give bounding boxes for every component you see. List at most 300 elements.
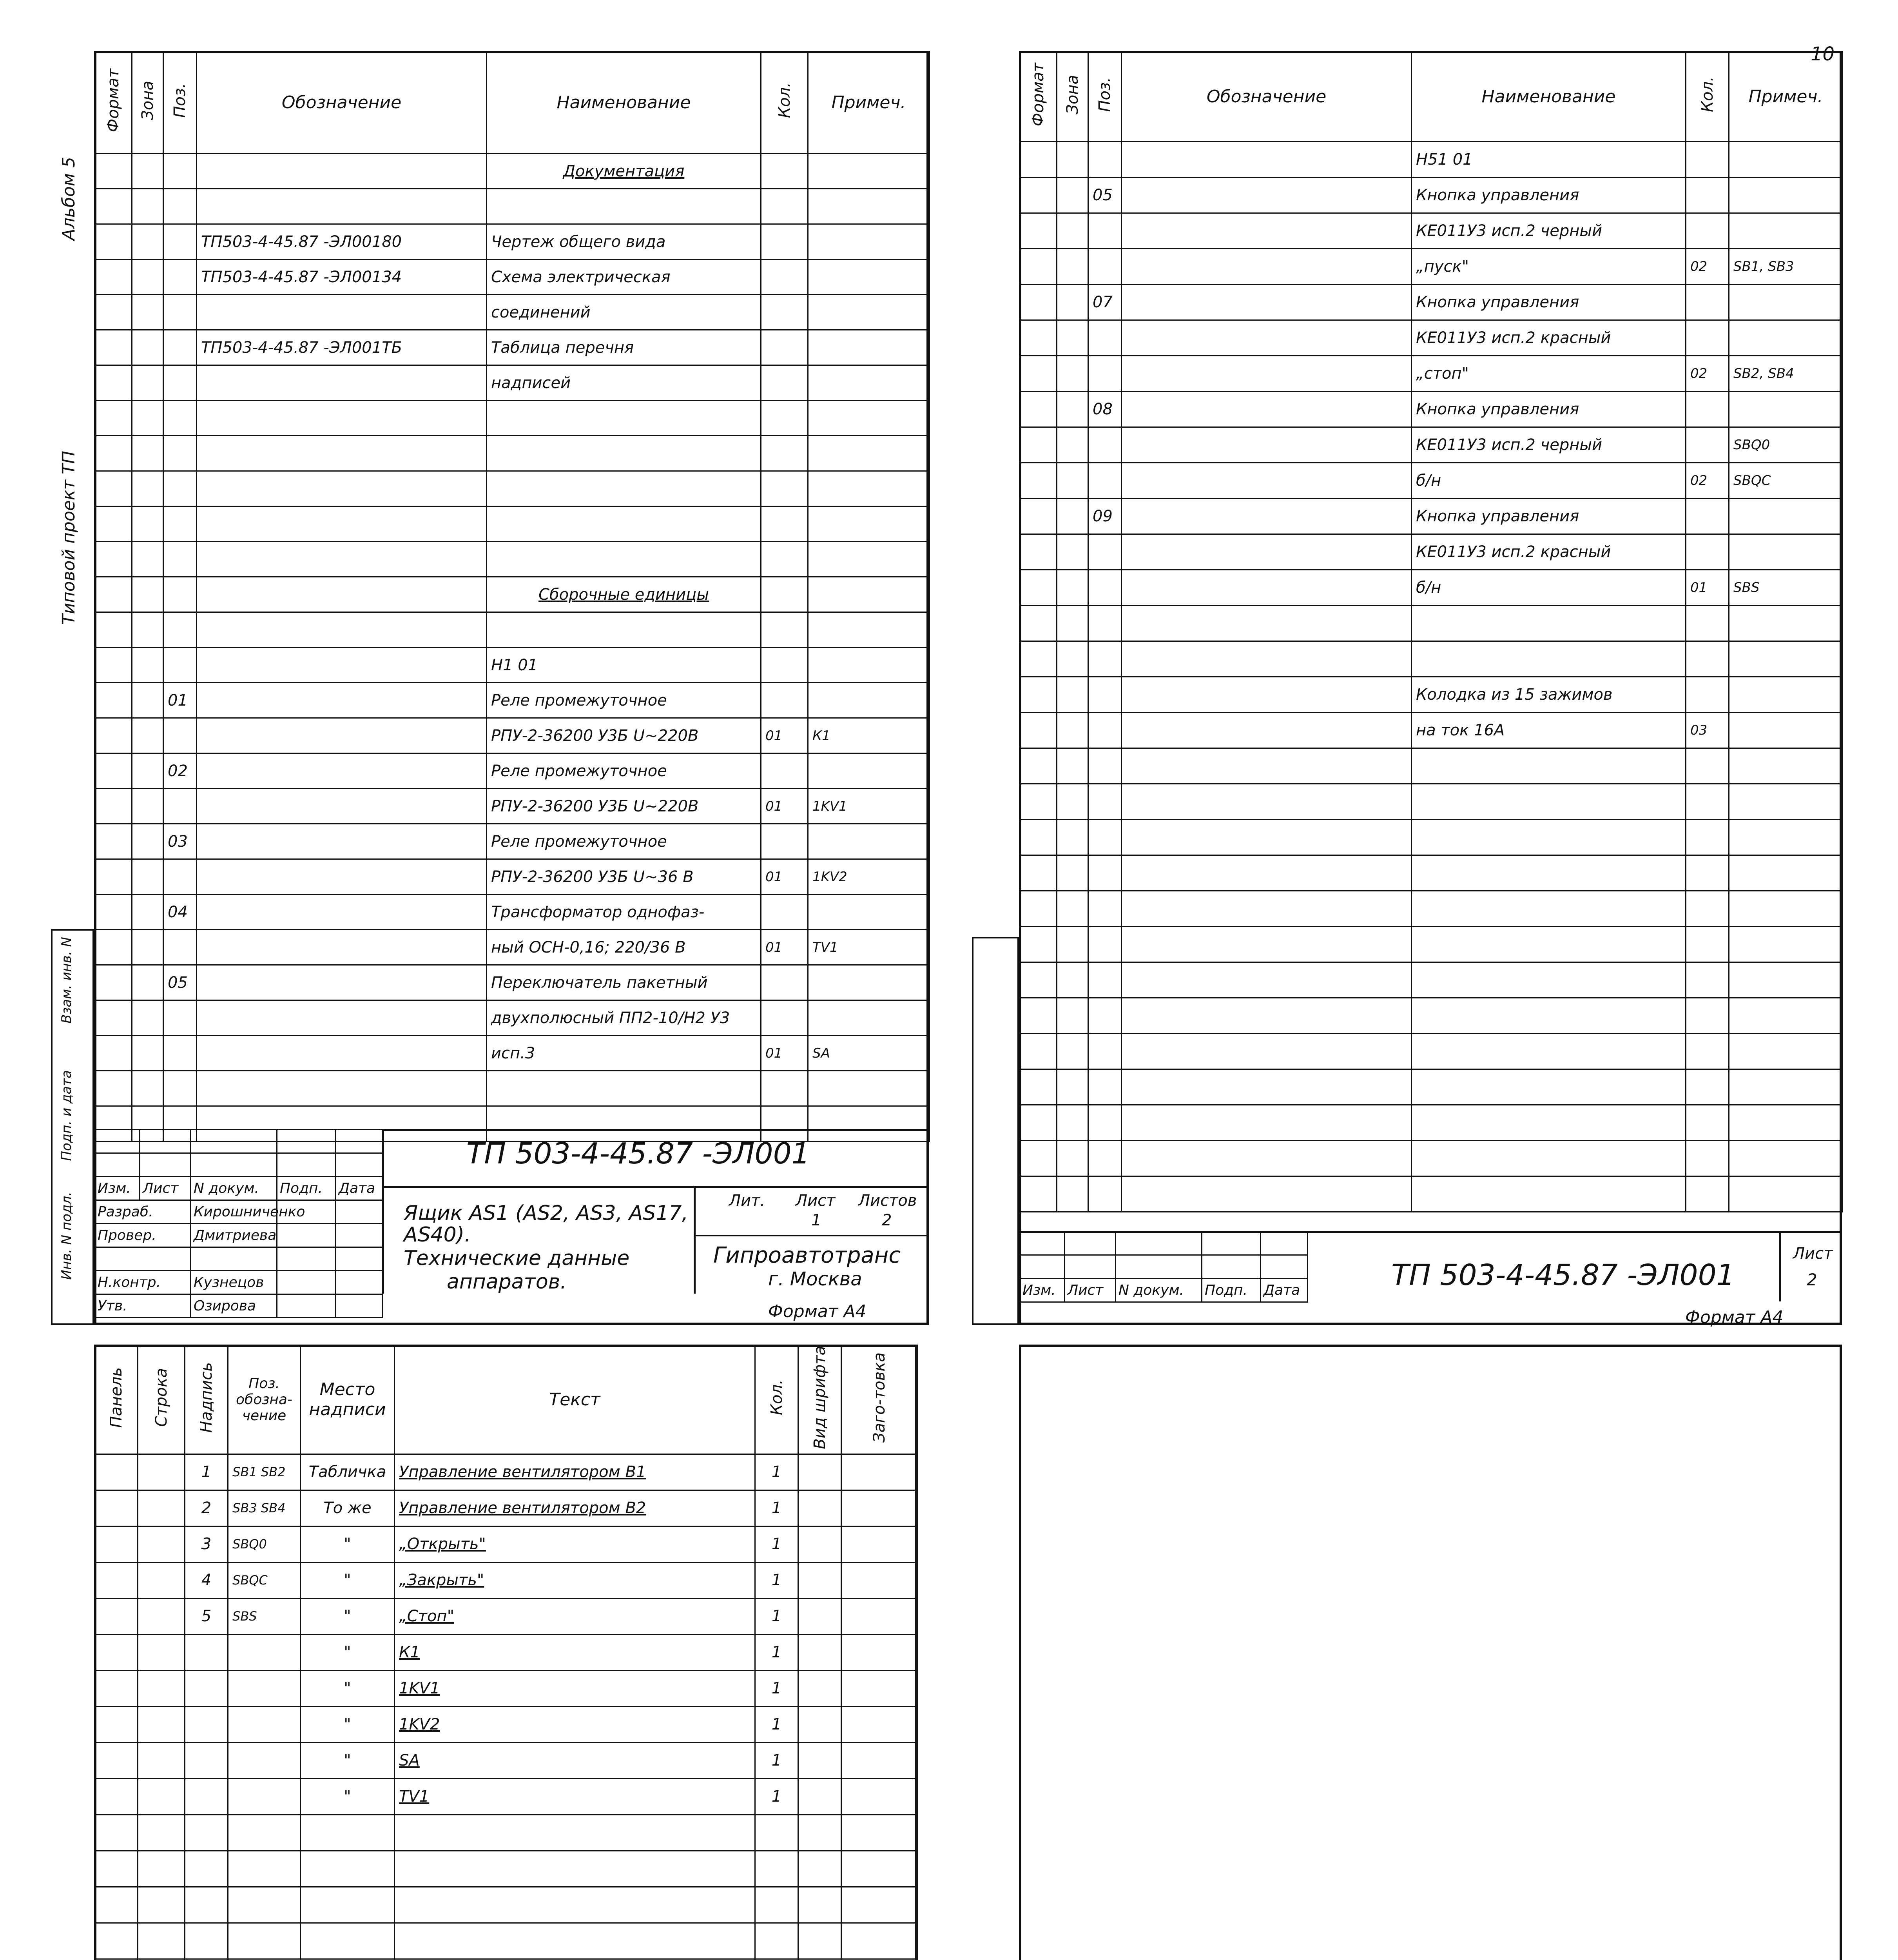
table-cell (1057, 142, 1088, 178)
table-cell (1057, 962, 1088, 998)
table-row (1020, 1034, 1843, 1069)
title-block-row (95, 1224, 383, 1247)
table-row (1020, 962, 1843, 998)
table-cell (1020, 285, 1057, 320)
table-cell (138, 1634, 185, 1670)
table-cell (841, 1490, 918, 1526)
table-row (95, 224, 930, 260)
table-row (95, 1779, 918, 1815)
table-cell (138, 1526, 185, 1562)
table-cell (841, 1562, 918, 1598)
table-cell (197, 895, 487, 930)
table-cell: TV1 (808, 930, 930, 965)
table-cell: 02 (1686, 463, 1729, 499)
table-cell: „Закрыть" (395, 1562, 755, 1598)
table-cell: Переключатель пакетный (487, 965, 761, 1000)
title-block-cell (277, 1294, 336, 1318)
sheet-inscriptions (94, 1345, 917, 1960)
table-cell (185, 1706, 228, 1742)
table-cell (1057, 1141, 1088, 1176)
format-label: Формат А4 (1685, 1307, 1784, 1327)
table-cell (95, 612, 132, 648)
table-cell (1057, 677, 1088, 713)
title-block-cell: Утв. (95, 1294, 191, 1318)
table-cell: ный ОСН-0,16; 220/36 В (487, 930, 761, 965)
table-row (1020, 641, 1843, 677)
table-cell (808, 401, 930, 436)
column-header-label: Кол. (1698, 76, 1717, 113)
table-cell: " (301, 1706, 395, 1742)
table-cell (1686, 142, 1729, 178)
title-block-cell: Дата (336, 1177, 383, 1200)
table-row (1020, 499, 1843, 534)
table-row (95, 612, 930, 648)
table-cell (841, 1923, 918, 1959)
title-block-cell (336, 1247, 383, 1271)
title-block-2 (1019, 1231, 1842, 1325)
column-header (95, 52, 132, 154)
column-header (1020, 52, 1057, 142)
table-cell: TV1 (395, 1779, 755, 1815)
table-cell (1020, 641, 1057, 677)
table-row (95, 295, 930, 330)
table-cell (808, 965, 930, 1000)
table-cell (197, 1071, 487, 1106)
table-cell (132, 542, 163, 577)
table-cell (132, 965, 163, 1000)
table-cell (132, 1071, 163, 1106)
table-row (95, 506, 930, 542)
table-cell (761, 295, 808, 330)
table-cell (1729, 962, 1843, 998)
title-block-cell (95, 1247, 191, 1271)
table-cell (95, 1071, 132, 1106)
table-cell (1686, 820, 1729, 855)
title-frame (382, 1129, 929, 1294)
column-header (755, 1345, 798, 1454)
table-cell: надписей (487, 365, 761, 401)
table-cell (761, 154, 808, 189)
table-cell (163, 436, 197, 471)
table-cell: 1 (755, 1779, 798, 1815)
table-cell (95, 401, 132, 436)
table-cell (1020, 1176, 1057, 1212)
table-cell (197, 401, 487, 436)
table-cell (132, 859, 163, 895)
table-cell (95, 436, 132, 471)
table-cell (1020, 998, 1057, 1034)
table-cell (301, 1815, 395, 1851)
table-cell (132, 718, 163, 753)
table-cell (95, 683, 132, 718)
table-cell (1020, 855, 1057, 891)
table-cell (1020, 392, 1057, 427)
column-header-label: Зона (138, 80, 157, 120)
table-cell (132, 612, 163, 648)
table-cell (1088, 1176, 1122, 1212)
table-row (1020, 1069, 1843, 1105)
table-cell (1122, 962, 1412, 998)
table-cell (1122, 713, 1412, 748)
table-cell (1088, 463, 1122, 499)
table-cell (487, 189, 761, 224)
doc-code: ТП 503-4-45.87 -ЭЛ001 (466, 1137, 810, 1171)
column-header: Текст (395, 1345, 755, 1454)
table-cell (138, 1779, 185, 1815)
title-block-row (95, 1247, 383, 1271)
table-cell (841, 1634, 918, 1670)
table-cell (1122, 1105, 1412, 1141)
title-block-cell (277, 1271, 336, 1294)
column-header-label: Строка (152, 1368, 170, 1427)
table-cell (163, 401, 197, 436)
table-cell (163, 1071, 197, 1106)
table-cell (1088, 641, 1122, 677)
sheet-specification-2 (1019, 51, 1842, 1325)
table-cell (163, 260, 197, 295)
table-cell (1057, 249, 1088, 285)
table-cell: 01 (761, 718, 808, 753)
table-row (1020, 213, 1843, 249)
table-cell (808, 295, 930, 330)
table-cell (1057, 1069, 1088, 1105)
table-cell (95, 1562, 138, 1598)
table-cell (1729, 1034, 1843, 1069)
table-cell: " (301, 1779, 395, 1815)
table-cell (132, 577, 163, 612)
table-cell (808, 330, 930, 365)
table-row (95, 1000, 930, 1036)
table-cell (132, 753, 163, 789)
table-cell (95, 1742, 138, 1779)
table-cell (1122, 213, 1412, 249)
table-cell: " (301, 1634, 395, 1670)
table-cell (1020, 891, 1057, 927)
table-cell (1122, 463, 1412, 499)
table-cell (163, 224, 197, 260)
lit-label: Лит. (729, 1192, 765, 1210)
table-cell (185, 1887, 228, 1923)
table-row (1020, 142, 1843, 178)
table-cell (1088, 142, 1122, 178)
table-cell (1088, 962, 1122, 998)
table-row (95, 1071, 930, 1106)
title-block-cell (95, 1153, 140, 1177)
table-cell (138, 1454, 185, 1490)
table-cell (808, 612, 930, 648)
table-cell (1088, 855, 1122, 891)
table-cell (395, 1923, 755, 1959)
table-cell (1729, 998, 1843, 1034)
table-cell (95, 1706, 138, 1742)
table-cell (95, 1598, 138, 1634)
table-cell: Кнопка управления (1412, 392, 1686, 427)
table-cell (1122, 1069, 1412, 1105)
table-cell (1122, 142, 1412, 178)
table-cell (197, 1000, 487, 1036)
table-cell (1088, 1141, 1122, 1176)
column-header (163, 52, 197, 154)
column-header-label: Надпись (197, 1362, 216, 1433)
table-cell (1088, 784, 1122, 820)
table-row (1020, 1141, 1843, 1176)
table-cell: 1 (755, 1598, 798, 1634)
column-header (132, 52, 163, 154)
table-cell (1729, 1176, 1843, 1212)
table-cell: 04 (163, 895, 197, 930)
title-block-cell (95, 1130, 140, 1153)
table-row (1020, 820, 1843, 855)
table-cell (755, 1923, 798, 1959)
table-row (1020, 320, 1843, 356)
table-cell (95, 930, 132, 965)
table-cell (755, 1815, 798, 1851)
table-cell (761, 506, 808, 542)
table-cell (1020, 962, 1057, 998)
title-block-row (95, 1200, 383, 1224)
table-cell (163, 718, 197, 753)
table-row (95, 1036, 930, 1071)
table-cell: SA (395, 1742, 755, 1779)
title-block-cell: Подп. (277, 1177, 336, 1200)
table-cell (95, 224, 132, 260)
table-cell (1686, 392, 1729, 427)
table-cell (755, 1887, 798, 1923)
table-cell (1729, 178, 1843, 213)
table-cell (1122, 606, 1412, 641)
table-cell: Реле промежуточное (487, 824, 761, 859)
table-cell (1122, 784, 1412, 820)
table-cell (808, 436, 930, 471)
table-cell (132, 789, 163, 824)
table-cell (1020, 1141, 1057, 1176)
table-cell (1686, 499, 1729, 534)
table-cell (841, 1706, 918, 1742)
title-line-4: аппаратов. (447, 1270, 567, 1294)
sheet-label: Лист (1793, 1245, 1833, 1263)
table-cell (1057, 534, 1088, 570)
table-cell: SBQC (228, 1562, 301, 1598)
table-cell (228, 1670, 301, 1706)
title-block-cell (277, 1130, 336, 1153)
table-row (95, 1742, 918, 1779)
table-cell (95, 295, 132, 330)
table-cell (95, 1036, 132, 1071)
title-block-cell (191, 1130, 277, 1153)
table-row (95, 930, 930, 965)
table-cell (132, 471, 163, 506)
table-cell (798, 1670, 841, 1706)
table-cell: Трансформатор однофаз- (487, 895, 761, 930)
title-block-row (95, 1130, 383, 1153)
table-cell (1088, 927, 1122, 962)
table-cell (197, 930, 487, 965)
table-cell (798, 1815, 841, 1851)
table-cell (1057, 178, 1088, 213)
table-cell (1412, 1141, 1686, 1176)
column-header (841, 1345, 918, 1454)
column-header (1088, 52, 1122, 142)
table-cell (95, 260, 132, 295)
table-cell (1020, 534, 1057, 570)
table-cell (197, 542, 487, 577)
table-cell (1729, 641, 1843, 677)
table-cell (1020, 178, 1057, 213)
table-cell (1057, 748, 1088, 784)
spec-table-2 (1019, 51, 1843, 1212)
lit-divider (694, 1235, 929, 1236)
sheets-label: Листов (858, 1192, 917, 1210)
table-cell (487, 1071, 761, 1106)
table-cell (1020, 784, 1057, 820)
table-cell (95, 154, 132, 189)
side-label-sign: Подп. и дата (59, 1070, 74, 1161)
table-cell (761, 683, 808, 718)
format-label: Формат А4 (768, 1301, 867, 1321)
table-cell (841, 1851, 918, 1887)
table-cell (95, 1526, 138, 1562)
table-cell (138, 1670, 185, 1706)
column-header: Наименование (487, 52, 761, 154)
table-cell: 01 (761, 930, 808, 965)
table-cell (1057, 427, 1088, 463)
table-cell (95, 1000, 132, 1036)
table-cell (1122, 178, 1412, 213)
table-cell: 1 (755, 1706, 798, 1742)
table-row (95, 330, 930, 365)
column-header (95, 1345, 138, 1454)
spec-table-1 (94, 51, 930, 1142)
table-cell (1020, 713, 1057, 748)
table-cell (1686, 784, 1729, 820)
title-line-1: Ящик AS1 (AS2, AS3, AS17, (404, 1201, 689, 1225)
table-cell: 5 (185, 1598, 228, 1634)
table-cell (487, 542, 761, 577)
table-row (1020, 606, 1843, 641)
table-cell (228, 1779, 301, 1815)
table-cell (761, 1000, 808, 1036)
table-cell: 1 (755, 1742, 798, 1779)
table-row (95, 471, 930, 506)
table-cell (185, 1815, 228, 1851)
table-cell (1686, 1069, 1729, 1105)
table-cell (1729, 285, 1843, 320)
table-cell (1412, 748, 1686, 784)
table-cell (841, 1742, 918, 1779)
spec-header-row (95, 52, 930, 154)
table-cell: РПУ-2-36200 У3Б U~36 В (487, 859, 761, 895)
table-cell (798, 1887, 841, 1923)
table-cell (163, 859, 197, 895)
title-block-cell: Изм. (1020, 1279, 1065, 1302)
table-cell (761, 1071, 808, 1106)
table-cell: 03 (1686, 713, 1729, 748)
table-cell (395, 1815, 755, 1851)
table-cell (1057, 213, 1088, 249)
table-cell (1020, 748, 1057, 784)
title-block-cell: Кузнецов (191, 1271, 277, 1294)
table-cell: 01 (761, 859, 808, 895)
table-cell: КЕ011У3 исп.2 красный (1412, 534, 1686, 570)
table-cell (95, 330, 132, 365)
table-cell: ТП503-4-45.87 -ЭЛ00134 (197, 260, 487, 295)
table-cell: " (301, 1562, 395, 1598)
table-cell (1088, 1105, 1122, 1141)
table-cell (163, 295, 197, 330)
table-cell (1088, 570, 1122, 606)
table-cell (228, 1742, 301, 1779)
table-cell (138, 1851, 185, 1887)
table-row (1020, 998, 1843, 1034)
table-cell (1088, 427, 1122, 463)
table-cell (301, 1923, 395, 1959)
table-row (1020, 855, 1843, 891)
table-cell: 08 (1088, 392, 1122, 427)
table-cell (1686, 285, 1729, 320)
column-header: Обозначение (1122, 52, 1412, 142)
table-cell: б/н (1412, 463, 1686, 499)
title-block-1 (94, 1129, 929, 1325)
table-cell (1057, 713, 1088, 748)
table-cell (1122, 677, 1412, 713)
table-cell (1020, 320, 1057, 356)
title-block-cell (336, 1153, 383, 1177)
table-cell: ТП503-4-45.87 -ЭЛ001ТБ (197, 330, 487, 365)
table-row (1020, 713, 1843, 748)
table-cell (1057, 1034, 1088, 1069)
table-row (95, 1526, 918, 1562)
table-cell (808, 224, 930, 260)
table-cell: 1 (755, 1454, 798, 1490)
table-cell (132, 154, 163, 189)
column-header: Место надписи (301, 1345, 395, 1454)
table-row (1020, 534, 1843, 570)
table-cell (1057, 998, 1088, 1034)
table-cell (1729, 927, 1843, 962)
table-cell (1020, 213, 1057, 249)
title-block-row (95, 1177, 383, 1200)
table-cell: 1 (755, 1490, 798, 1526)
table-cell (228, 1887, 301, 1923)
table-cell: К1 (808, 718, 930, 753)
table-row (95, 895, 930, 930)
table-cell: 1 (755, 1562, 798, 1598)
column-header-label: Поз. (1096, 77, 1114, 112)
table-cell (163, 542, 197, 577)
table-cell: К1 (395, 1634, 755, 1670)
column-header-label: Кол. (767, 1379, 786, 1416)
table-cell (185, 1851, 228, 1887)
table-cell (1686, 927, 1729, 962)
sheet-blank (1019, 1345, 1842, 1960)
table-cell (1088, 606, 1122, 641)
title-block-cell: Изм. (95, 1177, 140, 1200)
table-cell: 01 (761, 1036, 808, 1071)
table-row (1020, 927, 1843, 962)
table-cell (1020, 1034, 1057, 1069)
title-block-cell: Озирова (191, 1294, 277, 1318)
table-cell: " (301, 1670, 395, 1706)
column-header-label: Кол. (775, 82, 794, 118)
table-cell (1412, 606, 1686, 641)
table-cell (163, 471, 197, 506)
table-cell (1686, 213, 1729, 249)
table-cell (197, 506, 487, 542)
table-row (95, 1887, 918, 1923)
title-block-row (95, 1271, 383, 1294)
table-cell (1088, 1069, 1122, 1105)
table-cell (197, 1036, 487, 1071)
